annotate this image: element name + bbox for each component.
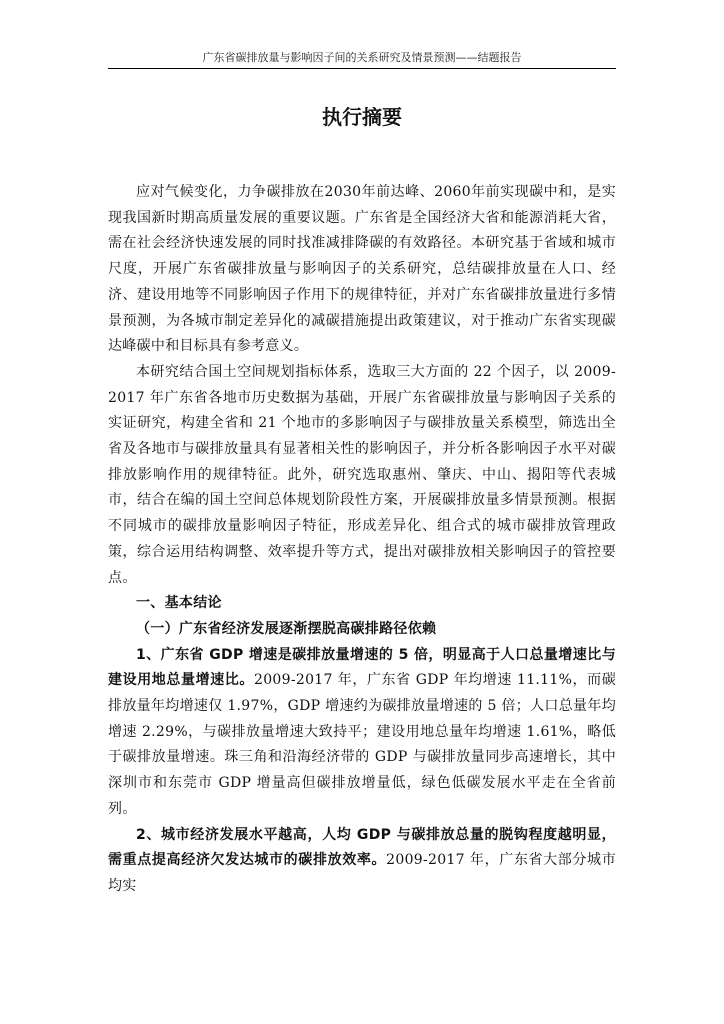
paragraph-finding-1 bbox=[108, 643, 616, 823]
page-title: 执行摘要 bbox=[322, 105, 402, 129]
finding-2-lead: 2、城市经济发展水平越高，人均 GDP 与碳排放总量的脱钩程度越明显，需重点提高经济欠发达城市的碳排放效率。 bbox=[108, 826, 616, 869]
finding-2-text: 2009-2017 年，广东省大部分城市均实 bbox=[108, 852, 616, 894]
paragraph-intro: 应对气候变化，力争碳排放在2030年前达峰、2060年前实现碳中和，是实现我国新时期高质量发展的重要议题。广东省是全国经济大省和能源消耗大省，需在社会经济快速发展的同时找准减排降碳的有效路径。本研究基于省域和城市尺度，开展广东省碳排放量与影响因子的关系研究，总结碳排放量在人口、经济、建设用地等不同影响因子作用下的规律特征，并对广东省碳排放量进行多情景预测，为各城市制定差异化的减碳措施提出政策建议，对于推动广东省实现碳达峰碳中和目标具有参考意义。 bbox=[108, 184, 616, 355]
finding-1-text: 2009-2017 年，广东省 GDP 年均增速 11.11%，而碳排放量年均增速仅 1.97%，GDP 增速约为碳排放量增速的 5 倍；人口总量年均增速 2.29%，与碳排放量增速大致持平；建设用地总量年均增速 1.61%，略低于碳排放量增速。珠三角和沿海经济带的 GDP 与碳排放量同步高速增长，其中深圳市和东莞市 GDP 增量高但碳排放增量低，绿色低碳发展水平走在全省前列。 bbox=[108, 672, 616, 817]
subsection-heading: （一）广东省经济发展逐渐摆脱高碳排路径依赖 bbox=[136, 620, 437, 637]
running-header: 广东省碳排放量与影响因子间的关系研究及情景预测——结题报告 bbox=[202, 51, 522, 64]
document-body bbox=[108, 180, 616, 900]
finding-1-lead: 1、广东省 GDP 增速是碳排放量增速的 5 倍，明显高于人口总量增速比与建设用地总量增速比。 bbox=[108, 646, 616, 689]
paragraph-method: 本研究结合国土空间规划指标体系，选取三大方面的 22 个因子，以 2009-2017 年广东省各地市历史数据为基础，开展广东省碳排放量与影响因子关系的实证研究，构建全省和 21 个地市的多影响因子与碳排放量关系模型，筛选出全省及各地市与碳排放量具有显著相关性的影响因子，并分析各影响因子水平对碳排放影响作用的规律特征。此外，研究选取惠州、肇庆、中山、揭阳等代表城市，结合在编的国土空间总体规划阶段性方案，开展碳排放量多情景预测。根据不同城市的碳排放量影响因子特征，形成差异化、组合式的城市碳排放管理政策，综合运用结构调整、效率提升等方式，提出对碳排放相关影响因子的管控要点。 bbox=[108, 363, 616, 586]
header-rule bbox=[108, 68, 616, 69]
section-heading: 一、基本结论 bbox=[136, 595, 222, 612]
paragraph-finding-2 bbox=[108, 823, 616, 900]
